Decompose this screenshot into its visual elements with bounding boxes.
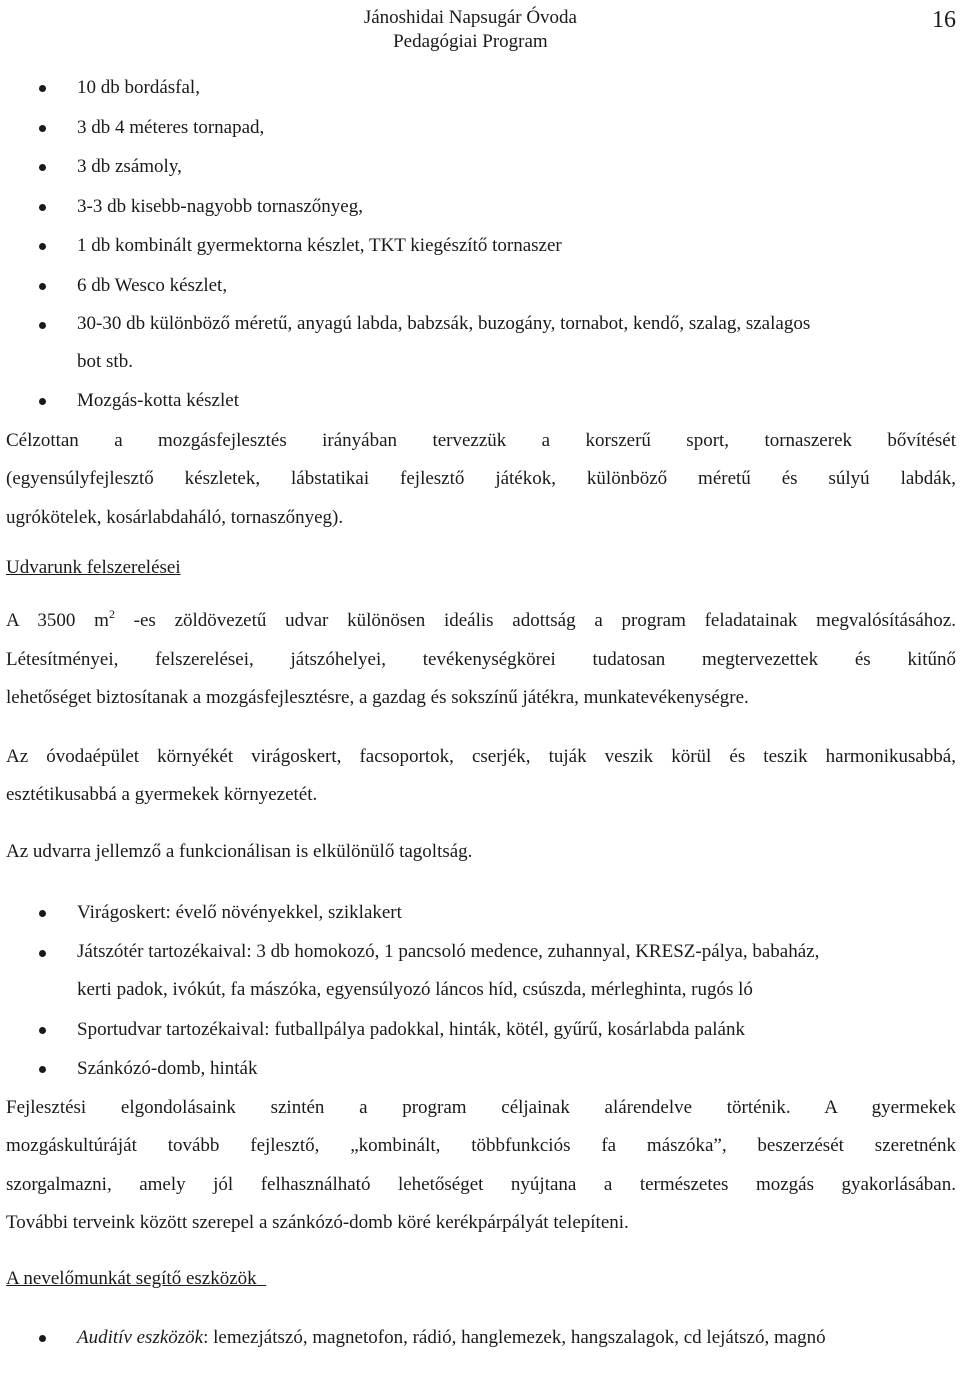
paragraph-line: További terveink között szerepel a szánkózó-domb köré kerékpárpályát telepíteni. (6, 1212, 629, 1233)
development-paragraph (6, 422, 956, 538)
superscript: 2 (108, 607, 115, 621)
tools-list (6, 1318, 956, 1358)
tools-heading (6, 1260, 956, 1298)
plans-paragraph (6, 1089, 956, 1243)
page-header (0, 2, 960, 54)
list-item: Szánkózó-domb, hinták (6, 1049, 956, 1089)
division-paragraph: Az udvarra jellemző a funkcionálisan is elkülönülő tagoltság. (6, 840, 473, 862)
list-item (6, 1318, 956, 1358)
page-number: 16 (932, 7, 956, 33)
paragraph-line: Az óvodaépület környékét virágoskert, facsoportok, cserjék, tuják veszik körül és teszik harmonikusabbá, (6, 745, 956, 767)
paragraph-line: (egyensúlyfejlesztő készletek, lábstatikai fejlesztő játékok, különböző méretű és súlyú labdák, (6, 468, 956, 489)
paragraph-text: A 3500 m (6, 610, 109, 631)
paragraph-line: szorgalmazni, amely jól felhasználható lehetőséget nyújtana a természetes mozgás gyakorlásában. (6, 1173, 956, 1195)
header-title (364, 6, 577, 54)
yard-heading: Udvarunk felszerelései (6, 557, 181, 578)
list-item: 3 db zsámoly, (6, 147, 956, 187)
paragraph-line: lehetőséget biztosítanak a mozgásfejlesztésre, a gazdag és sokszínű játékra, munkatevékenységre. (6, 687, 749, 708)
paragraph-line: mozgáskultúráját tovább fejlesztő, „kombinált, többfunkciós fa mászóka”, beszerzését szeretnénk (6, 1135, 956, 1156)
list-item-line: 30-30 db különböző méretű, anyagú labda, babzsák, buzogány, tornabot, kendő, szalag, szalagos (77, 313, 811, 334)
list-item: Virágoskert: évelő növényekkel, sziklakert (6, 893, 956, 933)
list-item: 6 db Wesco készlet, (6, 266, 956, 306)
paragraph-line (6, 602, 956, 641)
list-item: 1 db kombinált gyermektorna készlet, TKT kiegészítő tornaszer (6, 226, 956, 266)
tool-label: Auditív eszközök (77, 1326, 204, 1348)
paragraph-line: Fejlesztési elgondolásaink szintén a program céljainak alárendelve történik. A gyermekek (6, 1096, 956, 1118)
yard-list (6, 893, 956, 1089)
list-item (6, 305, 956, 381)
yard-paragraph (6, 602, 956, 718)
list-item-line: Játszótér tartozékaival: 3 db homokozó, 1 pancsoló medence, zuhannyal, KRESZ-pálya, babaház, (77, 940, 820, 962)
document-body (6, 68, 956, 1357)
equipment-list (6, 68, 956, 421)
header-program-name: Pedagógiai Program (393, 31, 548, 52)
list-item: Sportudvar tartozékaival: futballpálya padokkal, hinták, kötél, gyűrű, kosárlabda palánk (6, 1010, 956, 1050)
list-item: 10 db bordásfal, (6, 68, 956, 108)
list-item: 3-3 db kisebb-nagyobb tornaszőnyeg, (6, 187, 956, 227)
header-school-name: Jánoshidai Napsugár Óvoda (363, 7, 577, 28)
building-paragraph (6, 738, 956, 815)
list-item-line: bot stb. (77, 351, 133, 372)
list-item-line: kerti padok, ivókút, fa mászóka, egyensúlyozó láncos híd, csúszda, mérleghinta, rugós ló (77, 979, 753, 1000)
tool-text: : lemezjátszó, magnetofon, rádió, hanglemezek, hangszalagok, cd lejátszó, magnó (203, 1326, 826, 1348)
paragraph-text: -es zöldövezetű udvar különösen ideális adottság a program feladatainak megvalósításához. (114, 610, 956, 631)
list-item (6, 933, 956, 1010)
paragraph-line: ugrókötelek, kosárlabdaháló, tornaszőnyeg). (6, 506, 344, 528)
list-item: Mozgás-kotta készlet (6, 381, 956, 421)
tools-heading-text: A nevelőmunkát segítő eszközök (6, 1267, 257, 1289)
paragraph-line: Létesítményei, felszerelései, játszóhelyei, tevékenységkörei tudatosan megtervezettek és kitűnő (6, 648, 956, 670)
paragraph-line: esztétikusabbá a gyermekek környezetét. (6, 784, 318, 805)
paragraph-line: Célzottan a mozgásfejlesztés irányában tervezzük a korszerű sport, tornaszerek bővítését (6, 429, 956, 451)
list-item: 3 db 4 méteres tornapad, (6, 108, 956, 148)
